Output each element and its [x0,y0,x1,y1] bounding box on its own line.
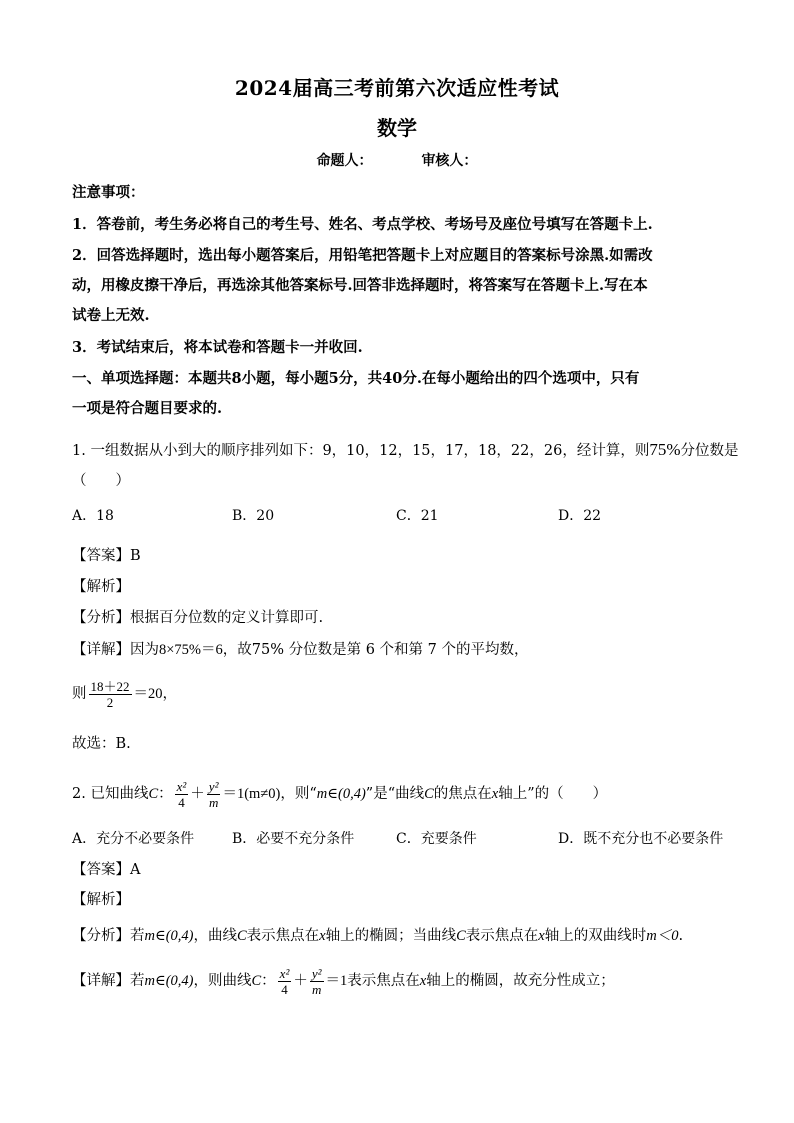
q2-frac-x [175,779,189,810]
q2-xj-cond: m∈(0,4) [144,973,194,989]
q1-fraction [89,679,132,710]
q2-xvar: x [491,786,499,802]
q1-xiangjie-label: 【详解】 [72,642,130,658]
q2-xj-c: C [251,973,262,989]
q2-option-c: C．充要条件 [396,831,477,847]
q2-stem-a: 2. 已知曲线 [72,786,149,802]
q1-analysis-label: 【解析】 [72,579,130,595]
q2-xj-b: ，则曲线 [193,973,252,989]
q2-fenxi-a: 若 [130,928,145,944]
q1-answer-label: 【答案】 [72,548,130,564]
notes-item-1: 1．答卷前，考生务必将自己的考生号、姓名、考点学校、考场号及座位号填写在答题卡上. [72,216,653,233]
q2-frac-y [207,779,221,810]
q2-xj-eq-one: ＝1 [325,973,348,989]
q2-stem-b: ，则“ [280,786,317,802]
q2-xiangjie [72,964,732,998]
q2-curve-c-2: C [424,786,434,802]
q1-fenxi-label: 【分析】 [72,610,130,626]
q1-xiangjie [72,640,732,660]
q2-fenxi-f: 轴上的双曲线时 [544,928,647,944]
q1-frac-num: 18＋22 [90,678,130,694]
q2-xj-frac-x-num: x² [279,965,290,981]
q2-fenxi [72,926,732,946]
q2-answer-label: 【答案】 [72,862,130,878]
q1-xiangjie-expr: 8×75%＝6 [159,642,223,658]
q1-conclusion: 故选：B. [72,736,131,752]
exam-title: 2024届高三考前第六次适应性考试 [234,76,560,100]
q1-xiangjie-b: ，故75% 分位数是第 6 个和第 7 个的平均数， [222,642,529,658]
q1-xiangjie-a: 因为 [130,642,159,658]
q2-analysis-label: 【解析】 [72,892,130,908]
notes-item-2-line-1: 2．回答选择题时，选出每小题答案后，用铅笔把答题卡上对应题目的答案标号涂黑.如需改 [72,247,653,264]
subject-title: 数学 [377,116,417,140]
q2-xj-frac-y-den: m [311,981,322,997]
q1-paren: （ ） [72,473,130,489]
section-heading-line-1: 一、单项选择题：本题共8小题，每小题5分，共40分.在每小题给出的四个选项中，只有 [72,370,640,387]
q2-stem-d: 的焦点在 [433,786,492,802]
q2-colon: ： [158,786,173,802]
q1-stem [72,440,739,461]
q1-fenxi-text: 根据百分位数的定义计算即可. [130,610,324,626]
q2-fenxi-x1: x [319,928,326,944]
notes-item-3: 3．考试结束后，将本试卷和答题卡一并收回. [72,339,363,356]
q2-fenxi-x2: x [538,928,545,944]
q2-option-a: A．充分不必要条件 [72,831,195,847]
q2-xj-colon: ： [261,973,276,989]
q2-fenxi-cond: m∈(0,4) [144,928,194,944]
q2-fenxi-c2: C [456,928,466,944]
author-label: 命题人： [316,153,373,169]
q2-option-d: D．既不充分也不必要条件 [558,831,724,847]
author-line [0,150,794,170]
q2-frac-y-num: y² [208,778,219,794]
q1-frac-den: 2 [106,694,114,710]
q2-fenxi-h: . [678,928,684,944]
q2-cond: m∈(0,4) [316,786,366,802]
q2-xj-frac-y [310,966,324,997]
q2-xj-a: 若 [130,973,145,989]
q1-then-label: 则 [72,686,87,702]
q2-answer [72,860,732,880]
notes-item-2-line-3: 试卷上无效. [72,307,150,324]
q1-stem-text: 1. 一组数据从小到大的顺序排列如下：9，10，12，15，17，18，22，26，经计算，则 [72,443,650,459]
q2-fenxi-c1: C [237,928,247,944]
q2-xj-x: x [419,973,427,989]
section-heading-line-2: 一项是符合题目要求的. [72,400,223,417]
q2-xj-d: 轴上的椭圆，故充分性成立； [426,973,615,989]
q2-answer-value: A [130,862,141,878]
q2-curve-c: C [148,786,159,802]
q2-xj-frac-x-den: 4 [281,981,288,997]
q1-fenxi [72,608,732,628]
q2-frac-x-num: x² [176,778,187,794]
q1-option-c: C．21 [396,508,439,524]
q2-fenxi-d: 轴上的椭圆；当曲线 [325,928,457,944]
q1-percent: 75% [649,440,681,459]
q2-xiangjie-label: 【详解】 [72,973,130,989]
reviewer-label: 审核人： [421,153,478,169]
q2-xj-frac-y-num: y² [311,965,322,981]
q1-option-a: A．18 [72,508,114,524]
q2-stem [72,777,732,811]
q2-stem-c: ”是“曲线 [365,786,425,802]
q2-option-b: B．必要不充分条件 [232,831,355,847]
q2-frac-x-den: 4 [178,794,185,810]
q2-xj-c-text: 表示焦点在 [347,973,420,989]
q1-answer [72,546,732,566]
q1-option-d: D．22 [558,508,602,524]
q1-option-b: B．20 [232,508,275,524]
q2-frac-y-den: m [208,794,219,810]
q2-fenxi-e: 表示焦点在 [465,928,539,944]
q1-calc [72,677,732,711]
q2-xj-frac-x [278,966,292,997]
q1-frac-result: ＝20， [133,686,178,702]
q2-fenxi-label: 【分析】 [72,928,130,944]
q2-fenxi-b: ，曲线 [193,928,237,944]
q2-plus: ＋ [190,786,205,802]
notes-heading: 注意事项： [72,184,145,201]
q2-stem-e: 轴上”的（ ） [498,786,608,802]
q2-fenxi-g: m＜0 [646,928,679,944]
notes-item-2-line-2: 动，用橡皮擦干净后，再选涂其他答案标号.回答非选择题时，将答案写在答题卡上.写在本 [72,277,648,294]
q2-xj-plus: ＋ [293,973,308,989]
q1-answer-value: B [130,548,141,564]
q1-stem-end: 分位数是 [680,443,739,459]
q2-eq-cond: ＝1(m≠0) [222,786,281,802]
q2-fenxi-c: 表示焦点在 [246,928,320,944]
